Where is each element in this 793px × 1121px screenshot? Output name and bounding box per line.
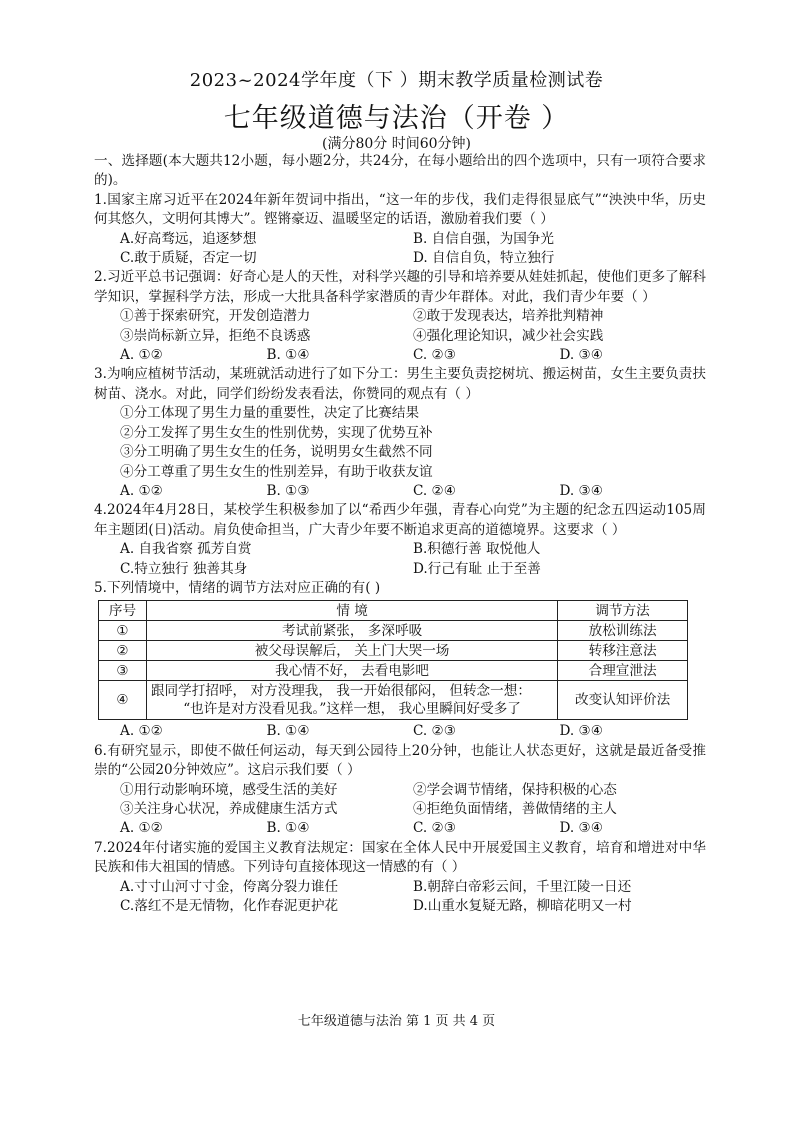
question-7-options-row2 [94,897,706,916]
question-7-option-c: C.落红不是无情物，化作春泥更护花 [120,898,339,914]
question-2-statements-row1 [94,307,706,326]
question-4-option-c: C.特立独行 独善其身 [120,560,248,577]
question-2-statement-1: ①善于探索研究，开发创造潜力 [120,308,311,325]
table-cell-scene: 我心情不好， 去看电影吧 [146,661,557,681]
question-3-statement-1: ①分工体现了男生力量的重要性，决定了比赛结果 [120,405,420,422]
question-5-option-d: D. ③④ [559,723,603,740]
question-4-options-row1 [94,540,706,559]
table-cell-scene-line1: 跟同学打招呼， 对方没理我， 我一开始很郁闷， 但转念一想： [150,683,531,700]
table-row [99,621,688,641]
question-5-stem: 5.下列情境中，情绪的调节方法对应正确的有( ) [94,579,381,596]
question-7-option-b: B.朝辞白帝彩云间，千里江陵一日还 [413,878,632,895]
question-7-options-row1 [94,878,706,897]
exam-score-time: (满分80分 时间60分钟) [321,136,471,152]
question-2-stem: 2.习近平总书记强调：好奇心是人的天性，对科学兴趣的引导和培养要从娃娃抓起，使他们更多了解科学知识，掌握科学方法，形成一大批具备科学家潜质的青少年群体。对此，我们青少年要（ ） [94,269,706,305]
table-cell-scene [146,681,557,720]
question-5-options [94,722,706,741]
question-2-options [94,346,706,365]
question-3-options [94,482,706,501]
table-row [99,641,688,661]
question-3-stem: 3.为响应植树节活动，某班就活动进行了如下分工：男生主要负责挖树坑、搬运树苗，女生主要负责扶树苗、浇水。对此，同学们纷纷发表看法，你赞同的观点有（ ） [94,366,706,402]
question-4-stem: 4.2024年4月28日，某校学生积极参加了以“希西少年强，青春心向党”为主题的纪念五四运动105周年主题团(日)活动。肩负使命担当，广大青少年要不断追求更高的道德境界。这要求（ ） [94,502,706,538]
question-6-statement-4: ④拒绝负面情绪，善做情绪的主人 [413,800,617,817]
table-cell-scene: 被父母误解后， 关上门大哭一场 [146,641,557,661]
question-5-option-a: A. ①② [120,723,163,740]
table-cell-number: ② [99,641,147,661]
section-intro: 一、选择题(本大题共12小题，每小题2分，共24分，在每小题给出的四个选项中，只有一项符合要求的)。 [94,153,706,189]
question-6-stem: 6.有研究显示，即使不做任何运动，每天到公园待上20分钟，也能让人状态更好，这就是最近备受推崇的“公园20分钟效应”。这启示我们要（ ） [94,742,706,779]
question-6-statement-2: ②学会调节情绪，保持积极的心态 [413,781,617,798]
exam-content [94,152,706,916]
question-5-option-b: B. ①④ [266,723,310,740]
question-6-statement-3: ③关注身心状况，养成健康生活方式 [120,800,338,817]
question-3-statement-4: ④分工尊重了男生女生的性别差异，有助于收获友谊 [120,463,433,480]
table-cell-number: ① [99,621,147,641]
question-1-option-d: D. 自信自负，特立独行 [413,250,555,267]
table-cell-scene: 考试前紧张， 多深呼吸 [146,621,557,641]
table-header-row [99,601,688,621]
question-4-option-a: A. 自我省察 孤芳自赏 [120,541,252,558]
question-2-statement-4: ④强化理论知识，减少社会实践 [413,327,604,344]
question-6-option-d: D. ③④ [559,820,603,837]
question-2-statement-3: ③崇尚标新立异，拒绝不良诱惑 [120,327,311,344]
question-7-stem: 7.2024年付诸实施的爱国主义教育法规定：国家在全体人民中开展爱国主义教育，培育和增进对中华民族和伟大祖国的情感。下列诗句直接体现这一情感的有（ ） [94,839,706,876]
emotion-regulation-table [98,600,688,720]
table-cell-method: 改变认知评价法 [558,681,688,720]
table-header-cell: 序号 [99,601,147,621]
question-3-statement-3: ③分工明确了男生女生的任务，说明男女生截然不同 [120,444,433,461]
question-5-option-c: C. ②③ [413,723,456,740]
exam-header-title: 2023~2024学年度（下 ）期末教学质量检测试卷 [189,70,604,91]
question-1-stem: 1.国家主席习近平在2024年新年贺词中指出，“这一年的步伐，我们走得很显底气”“泱泱中华，历史何其悠久，文明何其博大”。铿锵豪迈、温暖坚定的话语，激励着我们要（ ） [94,191,706,228]
table-cell-scene-line2: “也许是对方没看见我。”这样一想， 我心里瞬间好受多了 [183,701,521,718]
table-cell-number: ④ [99,681,147,720]
question-6-option-b: B. ①④ [266,820,310,837]
question-1-options-row2 [94,249,706,268]
exam-subject-title: 七年级道德与法治（开卷 ） [223,103,570,134]
question-1-options-row1 [94,230,706,249]
question-4-option-d: D.行己有耻 止于至善 [413,560,541,577]
question-1-option-a: A.好高骛远，追逐梦想 [120,230,257,247]
table-header-cell: 调节方法 [558,601,688,621]
question-3-option-d: D. ③④ [559,482,603,499]
question-6-statement-1: ①用行动影响环境，感受生活的美好 [120,781,338,798]
table-cell-method: 转移注意法 [558,641,688,661]
question-3-option-a: A. ①② [120,482,163,499]
question-7-option-a: A.寸寸山河寸寸金，侉离分裂力谁任 [120,878,339,895]
question-6-statements-row2 [94,800,706,819]
question-3-option-c: C. ②④ [413,482,456,499]
question-2-option-a: A. ①② [120,347,163,364]
question-6-option-c: C. ②③ [413,820,456,837]
question-1-option-c: C.敢于质疑，否定一切 [120,250,257,267]
question-7-option-d: D.山重水复疑无路，柳暗花明又一村 [413,898,632,914]
page-footer: 七年级道德与法治 第 1 页 共 4 页 [297,1014,496,1029]
question-1-option-b: B. 自信自强，为国争光 [413,230,554,247]
table-row [99,661,688,681]
question-4-option-b: B.积德行善 取悦他人 [413,541,541,558]
question-2-statement-2: ②敢于发现表达，培养批判精神 [413,308,604,325]
question-6-options [94,819,706,838]
question-6-option-a: A. ①② [120,820,163,837]
question-2-option-b: B. ①④ [266,347,310,364]
question-4-options-row2 [94,560,706,579]
question-3-option-b: B. ①③ [266,482,310,499]
table-cell-method: 合理宣泄法 [558,661,688,681]
question-3-statement-2: ②分工发挥了男生女生的性别优势，实现了优势互补 [120,424,433,441]
table-header-cell: 情 境 [146,601,557,621]
table-cell-method: 放松训练法 [558,621,688,641]
question-2-statements-row2 [94,327,706,346]
table-row [99,681,688,720]
question-2-option-d: D. ③④ [559,347,603,364]
table-cell-number: ③ [99,661,147,681]
question-6-statements-row1 [94,781,706,800]
question-2-option-c: C. ②③ [413,347,456,364]
